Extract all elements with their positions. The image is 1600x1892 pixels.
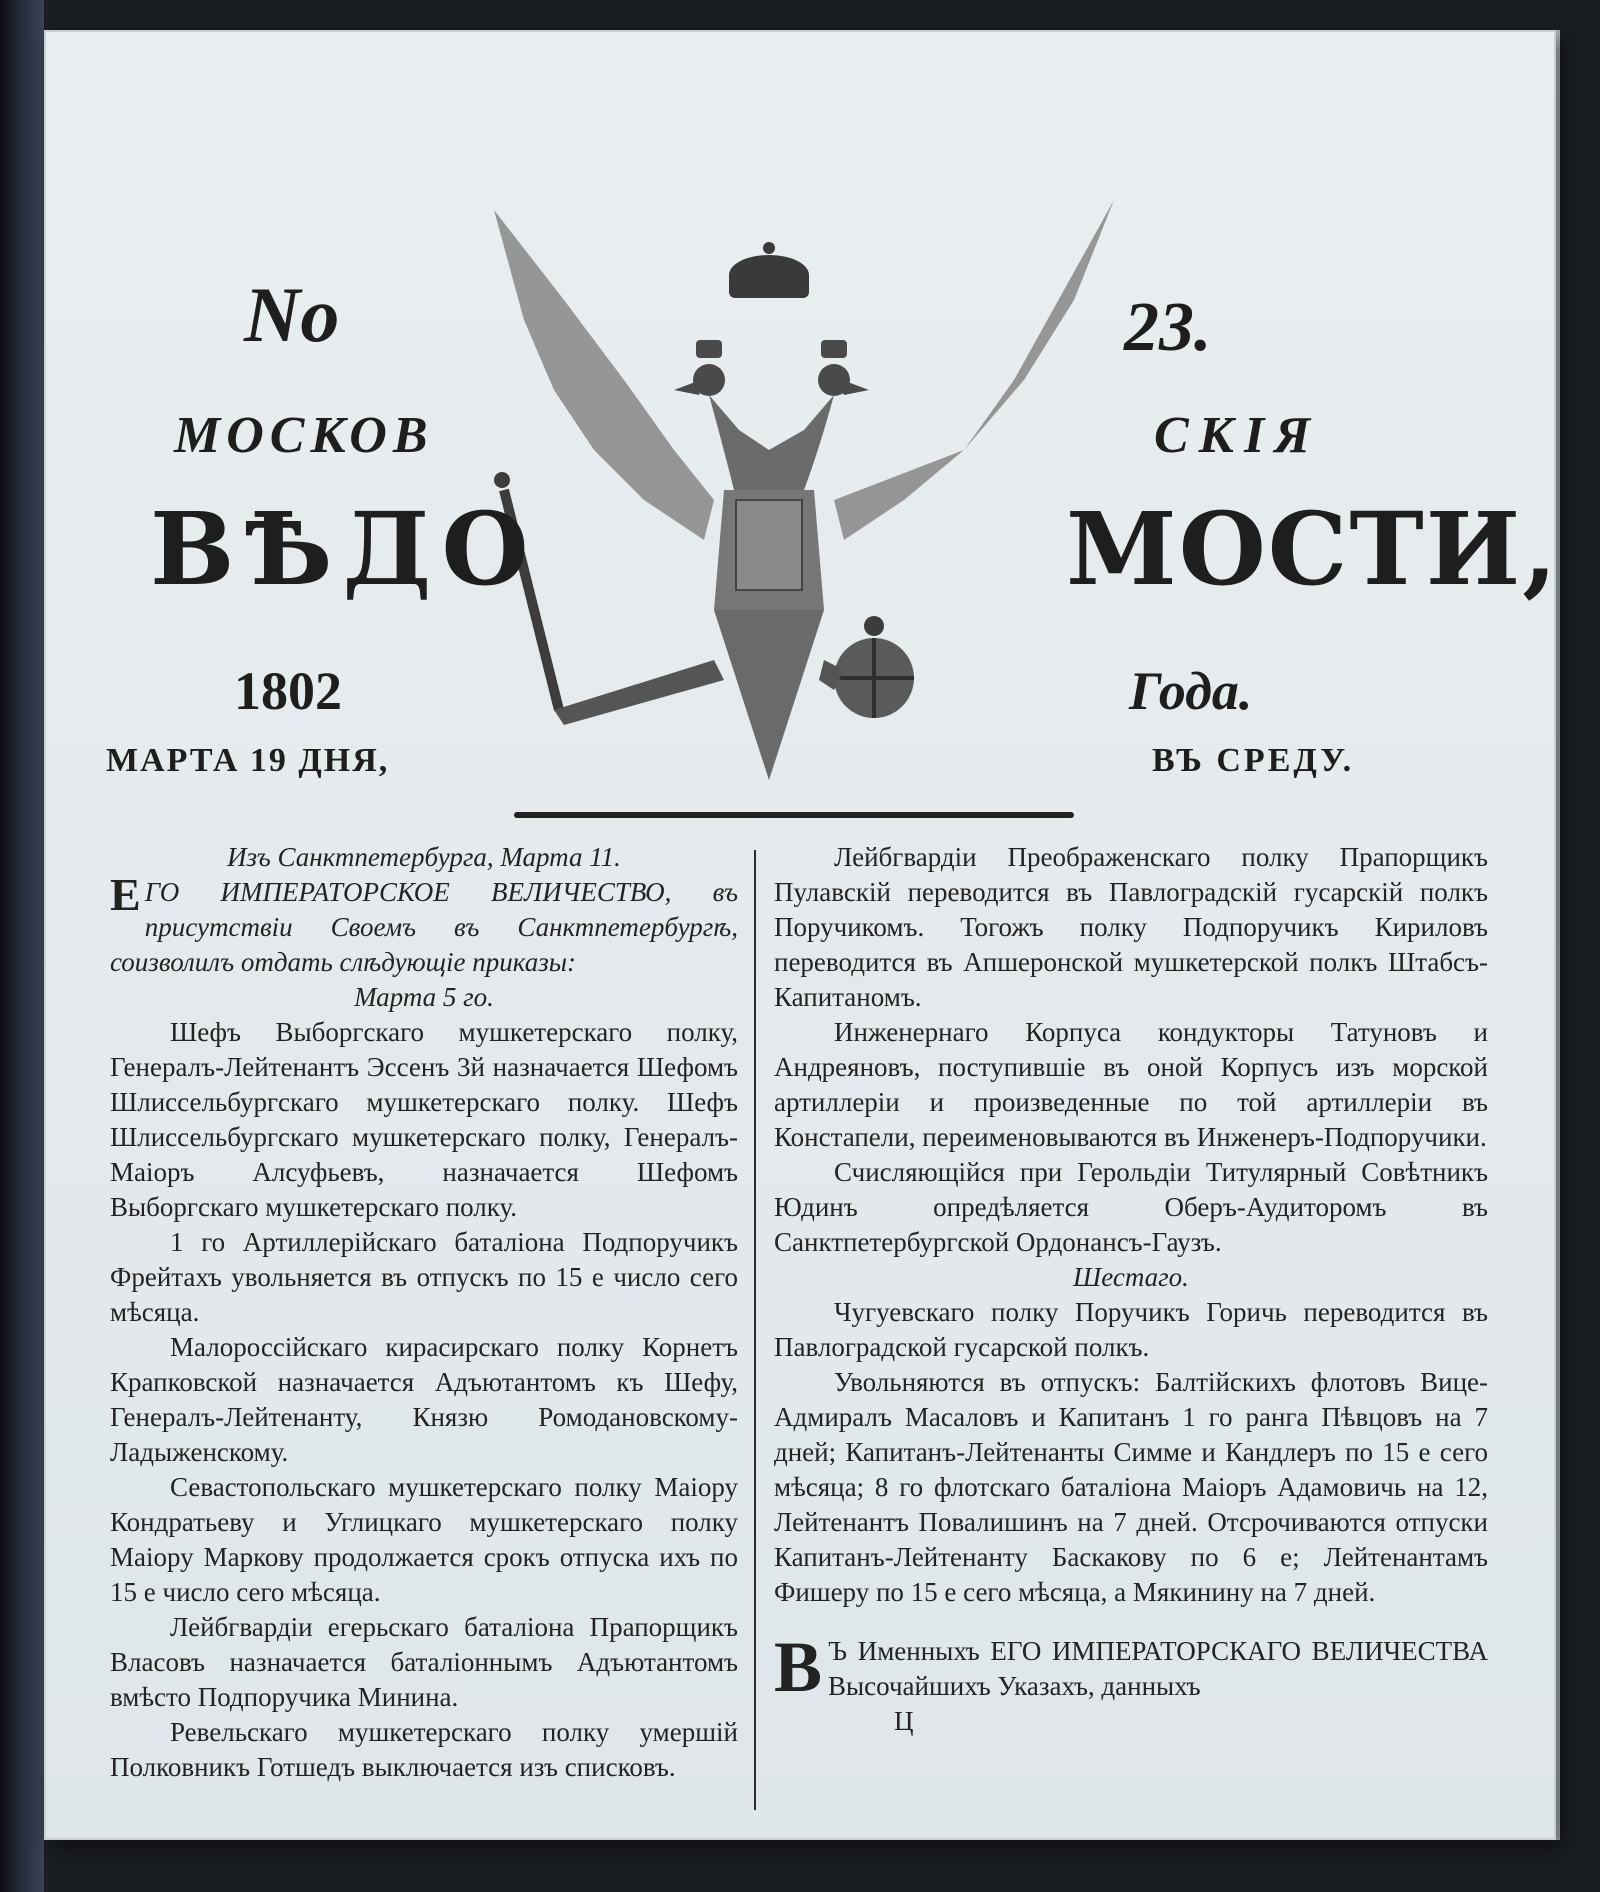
newspaper-page [44, 30, 1560, 1840]
issue-no-label: No [244, 271, 340, 358]
title-vedomosti-part2: МОСТИ, [1066, 490, 1560, 608]
issue-date: МАРТА 19 ДНЯ, [106, 742, 390, 779]
paragraph: Увольняются въ отпускъ: Балтійскихъ флотовъ Вице-Адмиралъ Масаловъ и Капитанъ 1 го ранга Пѣвцовъ на 7 дней; Капитанъ-Лейтенанты Симме и Кандлеръ по 15 е сего мѣсяца; 8 го флотскаго баталіона Маіоръ Адамовичь на 12, Лейтенантъ Повалишинъ на 7 дней. Отсрочиваются отпуски Капитанъ-Лейтенанту Баскакову по 6 е; Лейтенантамъ Фишеру по 15 е сего мѣсяца, а Мякинину на 7 дней. [774, 1367, 1488, 1607]
paragraph: Лейбгвардіи Преображенскаго полку Прапорщикъ Пулавскій переводится въ Павлоградскій гусарскій полкъ Поручикомъ. Тогожъ полку Подпоручикъ Кириловъ переводится въ Апшеронской мушкетерской полкъ Штабсъ-Капитаномъ. [774, 842, 1488, 1012]
date-subheading: Шестаго. [1073, 1262, 1189, 1292]
column-divider [754, 850, 756, 1810]
paragraph: Севастопольскаго мушкетерскаго полку Маіору Кондратьеву и Углицкаго мушкетерскаго полку Маіору Маркову продолжается срокъ отпуска ихъ по 15 е число сего мѣсяца. [110, 1472, 738, 1607]
title-moscow-part1: МОСКОВ [174, 407, 434, 464]
lead-paragraph [110, 869, 738, 980]
paragraph: Инженернаго Корпуса кондукторы Татуновъ и Андреяновъ, поступившіе въ оной Корпусъ изъ морской артиллеріи и произведенные по той артиллеріи въ Констапели, переименовываются въ Инженеръ-Подпоручики. [774, 1017, 1488, 1152]
drop-cap: В [774, 1627, 823, 1707]
masthead [44, 30, 1560, 820]
decree-text: Ъ Именныхъ ЕГО ИМПЕРАТОРСКАГО ВЕЛИЧЕСТВА Высочайшихъ Указахъ, данныхъ [828, 1636, 1488, 1701]
signature-mark: Ц [894, 1706, 914, 1736]
drop-cap: Е [110, 869, 141, 920]
paragraph: Счисляющійся при Герольдіи Титулярный Совѣтникъ Юдинъ опредѣляется Оберъ-Аудиторомъ въ Санктпетербургской Ордонансъ-Гаузъ. [774, 1157, 1488, 1257]
left-column [110, 840, 738, 1785]
paragraph: Шефъ Выборгскаго мушкетерскаго полку, Генералъ-Лейтенантъ Эссенъ 3й назначается Шефомъ Шлиссельбургскаго мушкетерскаго полку. Шефъ Шлиссельбургскаго мушкетерскаго полку, Генералъ-Маіоръ Алсуфьевъ, назначается Шефомъ Выборгскаго мушкетерскаго полку. [110, 1017, 738, 1222]
issue-weekday: ВЪ СРЕДУ. [1152, 742, 1355, 779]
paragraph: Ревельскаго мушкетерскаго полку умершій Полковникъ Готшедъ выключается изъ списковъ. [110, 1717, 738, 1782]
issue-year-word: Года. [1129, 661, 1253, 721]
paragraph: 1 го Артиллерійскаго баталіона Подпоручикъ Фрейтахъ увольняется въ отпускъ по 15 е число сего мѣсяца. [110, 1227, 738, 1327]
right-column [774, 840, 1488, 1739]
date-subheading: Марта 5 го. [354, 982, 494, 1012]
title-vedomosti-part1: ВѢДО [150, 490, 539, 608]
book-binding [0, 0, 44, 1892]
paragraph: Чугуевскаго полку Поручикъ Горичь переводится въ Павлоградской гусарской полкъ. [774, 1297, 1488, 1362]
lead-text: ГО ИМПЕРАТОРСКОЕ ВЕЛИЧЕСТВО, въ присутствіи Своемъ въ Санктпетербургѣ, соизволилъ отдать слѣдующіе приказы: [110, 877, 738, 977]
decree-paragraph [774, 1627, 1488, 1707]
title-moscow-part2: СКІЯ [1154, 407, 1321, 464]
issue-year: 1802 [234, 661, 342, 721]
article-heading: Изъ Санктпетербурга, Марта 11. [227, 842, 621, 872]
issue-number: 23. [1124, 289, 1212, 366]
paragraph: Малороссійскаго кирасирскаго полку Корнетъ Крапковской назначается Адъютантомъ къ Шефу, Генералъ-Лейтенанту, Князю Ромодановскому-Ладыженскому. [110, 1332, 738, 1467]
masthead-rule [514, 812, 1074, 818]
paragraph: Лейбгвардіи егерьскаго баталіона Прапорщикъ Власовъ назначается баталіоннымъ Адъютантомъ вмѣсто Подпоручика Минина. [110, 1612, 738, 1712]
